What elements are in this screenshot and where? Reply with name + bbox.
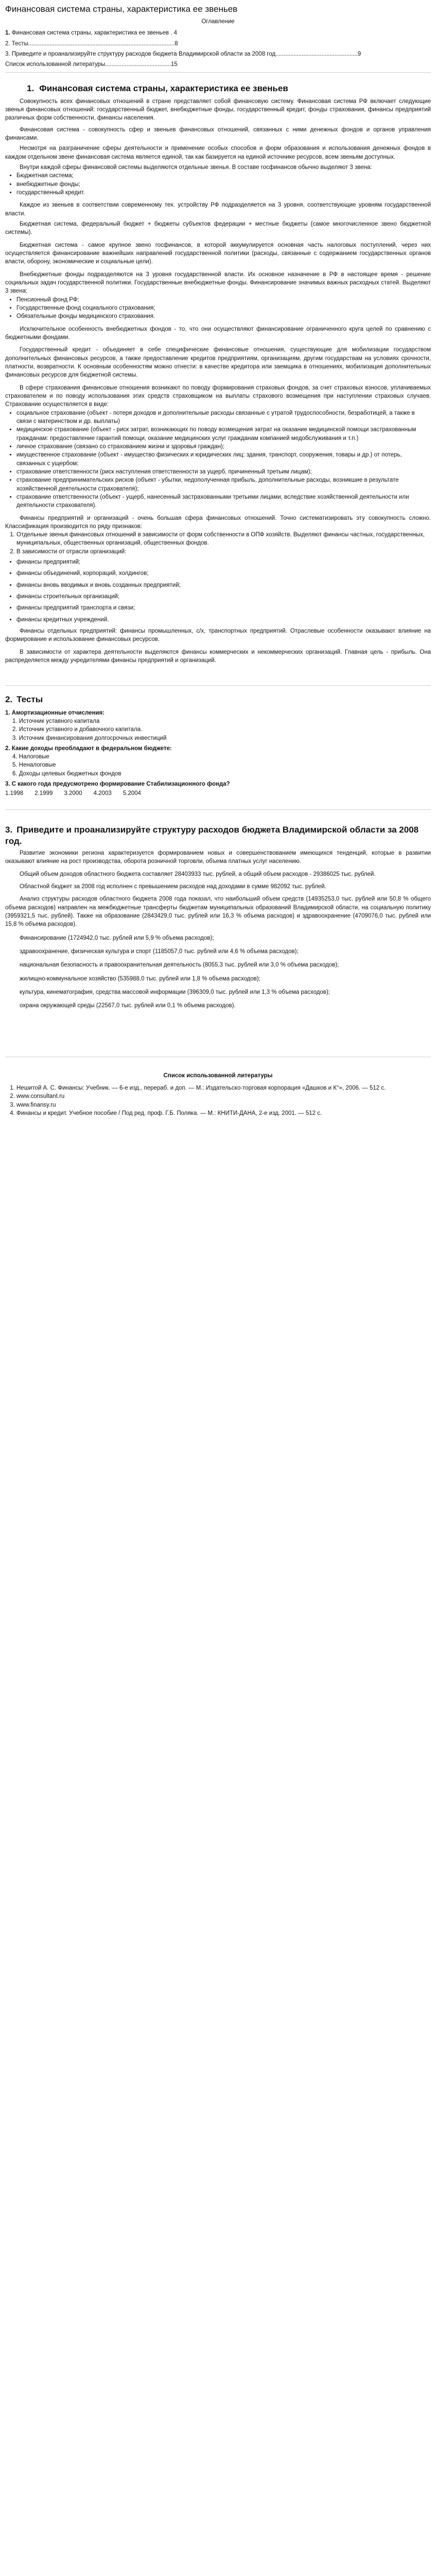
bibliography-list	[5, 1084, 431, 1117]
paragraph: Исключительное особенность внебюджетных фондов - то, что они осуществляют финансирование ограниченного круга целей по сравнению с бюджетными фондами.	[5, 326, 431, 341]
toc-heading: Оглавление	[201, 19, 235, 25]
section-3	[5, 810, 431, 1010]
section-1	[5, 73, 431, 665]
list-item: • финансы предприятий;	[16, 558, 431, 566]
list-item: • Государственные фонд социального страхования;	[16, 304, 431, 312]
paragraph: жилищно-коммунальное хозяйство (535988,0 тыс. рублей или 1,8 % объема расходов);	[20, 975, 260, 982]
list-item: 1. Отдельные звенья финансовых отношений в зависимости от форм собственности в ОПФ хозяйств. Выделяют финансы частных, государственных, муниципальных, общественных организаций, общественных фондов.	[16, 531, 431, 548]
list-item: • Обязательные фонды медицинского страхования.	[16, 312, 431, 320]
test-question: 2. Какие доходы преобладают в федеральном бюджете:	[5, 745, 172, 752]
document-page	[0, 0, 436, 1117]
bibliography-item: 1. Нешитой А. С. Финансы: Учебник. — 6-е изд., перераб. и доп. — М.: Издательско-торговая корпорация «Дашков и К°», 2006. — 512 с.	[16, 1084, 431, 1092]
list-item: • финансы вновь вводимых и вновь созданных предприятий;	[16, 581, 431, 589]
test-question: 3. С какого года предусмотрено формирование Стабилизационного фонда?	[5, 781, 230, 788]
test-option[interactable]: 5.2004	[123, 790, 141, 797]
numbered-list	[5, 531, 431, 556]
toc-item[interactable]	[5, 29, 431, 37]
toc-item-num: 1.	[5, 30, 10, 37]
bullet-list	[5, 296, 431, 321]
paragraph: Совокупность всех финансовых отношений в стране представляет собой финансовую систему. Финансовая система РФ включает следующие звенья финансовых отношений: государственный бюджет, внебюджетные фонды, государственный кредит, фонды страхования, финансы предприятий различных форм собственности, финансы населения.	[5, 98, 431, 122]
test-option[interactable]: 2.1999	[34, 790, 53, 797]
paragraph: Общий объем доходов областного бюджета составляет 28403933 тыс. рублей, а общий объем расходов - 29386025 тыс. рублей.	[20, 871, 376, 877]
list-item: • страхование предпринимательских рисков (объект - убытки, недополученная прибыль, дополнительные расходы, возникшие в результате хозяйственной деятельности страхователя);	[16, 476, 431, 493]
test-option[interactable]: 6. Доходы целевых бюджетных фондов	[12, 770, 121, 777]
list-item: • финансы строительных организаций;	[16, 592, 431, 601]
paragraph: здравоохранение, физическая культура и спорт (1185057,0 тыс. рублей или 4,6 % объема расходов);	[20, 948, 299, 955]
list-item: • личное страхование (связано со страхованием жизни и здоровья граждан);	[16, 443, 431, 451]
list-item: • государственный кредит.	[16, 189, 431, 197]
paragraph: В сфере страхования финансовые отношения возникают по поводу формирования страховых фондов, за счет страховых взносов, уплачиваемых страхователем и по поводу использования этих средств страховщиком на выплаты страхового возмещения при наступлении страховых случаев. Страхование осуществляется в виде:	[5, 384, 431, 408]
list-item: • медицинское страхование (объект - риск затрат, возникающих по поводу возмещения затрат на оказание медицинской помощи застрахованным гражданам: предоставление гарантий помощи, оказание медицинских услуг гражданам компанией медобслуживания и т.п.)	[16, 426, 431, 443]
paragraph: Каждое из звеньев в соответствии современному тех. устройству РФ подразделяется на 3 уровня, соответствующие уровням государственной власти.	[5, 202, 431, 217]
paragraph: Финансовая система - совокупность сфер и звеньев финансовых отношений, связанных с ними денежных фондов и органов управления финансами.	[5, 126, 431, 142]
paragraph: Финансы отдельных предприятий: финансы промышленных, с/х, транспортных предприятий. Отраслевые особенности оказывают влияние на формирование и использование финансовых ресурсов.	[5, 628, 431, 643]
paragraph: Анализ структуры расходов областного бюджета 2008 года показал, что наибольший объем средств (14935253,0 тыс. рублей или 50,8 % общего объема расходов) направлен на межбюджетные трансферты бюджетам муниципальных образований Владимирской области, на социальную политику (3959321,5 тыс. рублей). Также на образование (2843429,0 тыс. рублей или 16,3 % объема расходов) и здравоохранение (4709076,0 тыс. рублей или 15,8 % объема расходов).	[5, 896, 431, 928]
bullet-list	[5, 409, 431, 510]
paragraph: Бюджетная система - самое крупное звено госфинансов, в которой аккумулируется основная часть налоговых поступлений, через них осуществляется финансирование важнейших направлений государственной политики (расходы, связанные с содержанием государственных органов власти, оборону, экономические и социальные цели).	[5, 242, 431, 265]
paragraph: Государственный кредит - объединяет в себе специфические финансовые отношения, существующие для мобилизации государством дополнительных финансовых ресурсов, а также предоставление кредитов предприятиям, организациям, другим государствам на условиях срочности, платности, возвратности. К основным особенностям можно отнести: в качестве кредитора или заемщика в отношениях, мобилизация дополнительных финансовых ресурсов для бюджетной системы.	[5, 347, 431, 379]
test-question: 1. Амортизационные отчисления:	[5, 709, 105, 716]
toc-item-text: Список использованной литературы........................................15	[5, 61, 178, 68]
paragraph: охрана окружающей среды (22567,0 тыс. рублей или 0,1 % объема расходов).	[20, 1003, 236, 1009]
list-item: • Пенсионный фонд РФ;	[16, 296, 431, 304]
paragraph: Областной бюджет за 2008 год исполнен с превышением расходов над доходами в сумме 982092 тыс. рублей.	[20, 883, 326, 890]
bibliography-heading: Список использованной литературы	[163, 1072, 273, 1079]
toc-item[interactable]	[5, 60, 431, 69]
table-of-contents	[5, 18, 431, 69]
test-option[interactable]: 2. Источник уставного и добавочного капитала.	[12, 726, 143, 733]
section-2	[5, 686, 431, 798]
paragraph: Несмотря на разграничение сферы деятельности и применение особых способов и форм образования и использования денежных фондов в каждом отдельном звене финансовая система является единой, так как базируется на единой источнике ресурсов, всем звеньям доступных.	[5, 145, 431, 160]
paragraph: В зависимости от характера деятельности выделяются финансы коммерческих и некоммерческих организаций. Главная цель - прибыль. Она распределяется между учредителями финансы предприятий и организаций.	[5, 649, 431, 664]
toc-item[interactable]	[5, 50, 431, 58]
list-item: • страхование ответственности (объект - ущерб, нанесенный застрахованными третьими лицами, вследствие хозяйственной деятельности или деятельности страхователя).	[16, 493, 431, 510]
bullet-list	[5, 172, 431, 197]
toc-item[interactable]	[5, 40, 431, 48]
test-option[interactable]: 4.2003	[93, 790, 112, 797]
bibliography	[5, 1057, 431, 1118]
list-item: • социальное страхование (объект - потеря доходов и дополнительные расходы связанные с утратой трудоспособности, безработицей, а также в связи с материнством и др. выплаты)	[16, 409, 431, 426]
list-item: • финансы предприятий транспорта и связи;	[16, 604, 431, 612]
test-option[interactable]: 3. Источник финансирования долгосрочных инвестиций	[12, 735, 167, 741]
section-heading: 3. Приведите и проанализируйте структуру расходов бюджета Владимирской области за 2008 год.	[5, 824, 419, 846]
paragraph: культура, кинематография, средства массовой информации (396309,0 тыс. рублей или 1,3 % объема расходов);	[20, 989, 330, 995]
paragraph: Внутри каждой сферы финансовой системы выделяются отдельные звенья. В составе госфинансов обычно выделяют 3 звена:	[20, 164, 372, 171]
test-option[interactable]: 1. Источник уставного капитала	[12, 718, 100, 724]
paragraph: Финансы предприятий и организаций - очень большая сфера финансовых отношений. Точно систематизировать эту совокупность сложно. Классификация производится по ряду признаков:	[5, 515, 431, 530]
bullet-list	[5, 558, 431, 624]
bibliography-item[interactable]: 2. www.consultant.ru	[16, 1092, 431, 1100]
test-option[interactable]: 4. Налоговые	[12, 754, 49, 760]
paragraph: Развитие экономики региона характеризуется формированием новых и совершенствованием имеющихся тенденций, которые в развитии оказывают влияние на рост производства, оборота розничной торговли, объема платных услуг населению.	[5, 850, 431, 865]
list-item: • финансы кредитных учреждений.	[16, 616, 431, 624]
bibliography-item[interactable]: 3. www.finansy.ru	[16, 1101, 431, 1109]
list-item: • страхование ответственности (риск наступления ответственности за ущерб, причиненный третьим лицам);	[16, 468, 431, 476]
page-title: Финансовая система страны, характеристика ее звеньев	[5, 4, 238, 14]
toc-item-text: Финансовая система страны, характеристика ее звеньев . 4	[11, 30, 178, 37]
paragraph: национальная безопасность и правоохранительная деятельность (8055,3 тыс. рублей или 3,0 % объема расходов);	[20, 962, 339, 969]
test-option[interactable]: 1.1998	[5, 790, 24, 797]
list-item: • имущественное страхование (объект - имущество физических и юридических лиц: здания, транспорт, сооружения, товары и др.) от потерь, связанных с ущербом;	[16, 451, 431, 468]
list-item: • финансы объединений, корпораций, холдингов;	[16, 569, 431, 578]
list-item: • внебюджетные фонды;	[16, 180, 431, 189]
paragraph: Внебюджетные фонды подразделяются на 3 уровня государственной власти. Их основное назначение в РФ в настоящее время - решение социальных задач государственной политики. Государственные внебюджетные фонды. Финансирование значимых важных расходных статей. Выделяют 3 звена:	[5, 271, 431, 295]
bibliography-item: 4. Финансы и кредит. Учебное пособие / Под ред. проф. Г.Б. Поляка. — М.: КНИТИ-ДАНА, 2-е изд. 2001. — 512 с.	[16, 1109, 431, 1117]
list-item: • Бюджетная система;	[16, 172, 431, 180]
paragraph: Финансирование (1724942,0 тыс. рублей или 5,9 % объема расходов);	[20, 935, 214, 941]
test-options-row	[5, 789, 152, 798]
test-option[interactable]: 3.2000	[64, 790, 82, 797]
section-heading: 2. Тесты	[5, 694, 43, 705]
toc-item-text: 3. Приведите и проанализируйте структуру расходов бюджета Владимирской области за 2008 год..................................................9	[5, 50, 361, 57]
toc-item-text: 2. Тесты.........................................................................................8	[5, 40, 178, 47]
list-item: 2. В зависимости от отрасли организаций:	[16, 548, 431, 556]
test-option[interactable]: 5. Неналоговые	[12, 762, 56, 769]
section-heading: 1. Финансовая система страны, характеристика ее звеньев	[27, 83, 288, 93]
paragraph: Бюджетная система, федеральный бюджет + бюджеты субъектов федерации + местные бюджеты (самое многочисленное звено бюджетной системы).	[5, 221, 431, 236]
